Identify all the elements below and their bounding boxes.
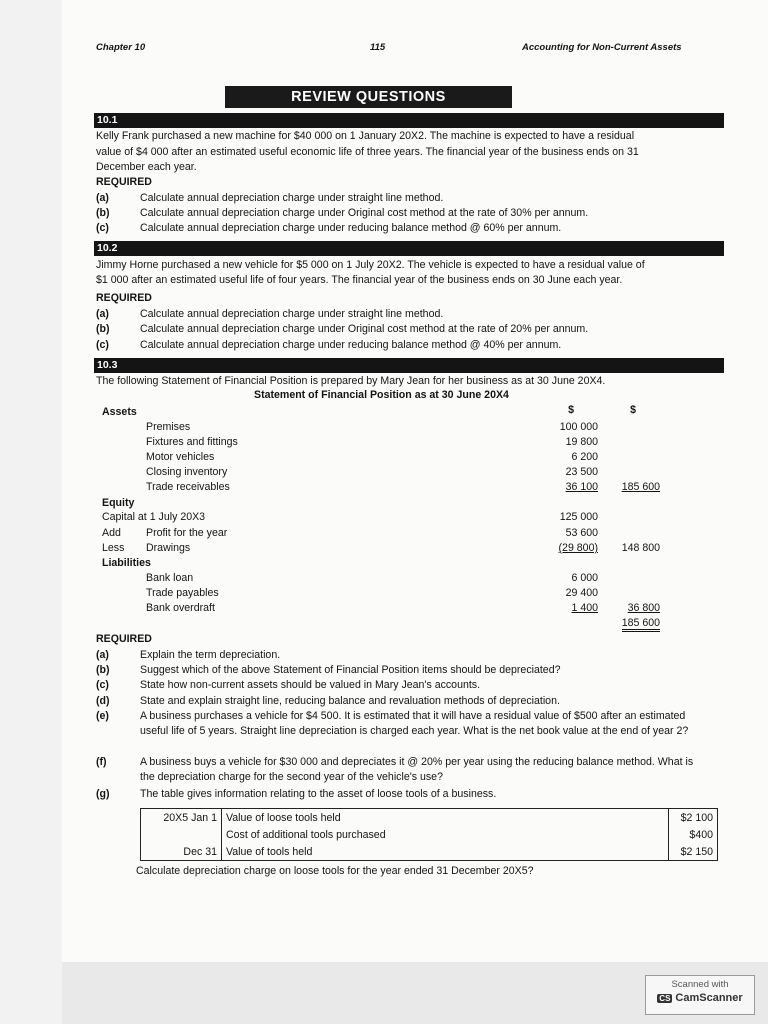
sfp-profit-name: Profit for the year — [146, 527, 228, 539]
sfp-asset-amount: 6 200 — [571, 451, 598, 463]
table-cell-description: Value of loose tools held — [222, 809, 669, 827]
camscanner-watermark — [645, 975, 755, 1015]
watermark-brand — [646, 992, 754, 1004]
q3-final-question: Calculate depreciation charge on loose tools for the year ended 31 December 20X5? — [136, 865, 534, 877]
review-questions-banner: REVIEW QUESTIONS — [225, 86, 512, 108]
q1-line-2: value of $4 000 after an estimated useful economic life of three years. The financial year of the business ends on 31 — [96, 146, 639, 158]
running-title: Accounting for Non-Current Assets — [522, 42, 682, 53]
q1-item-c-text: Calculate annual depreciation charge under reducing balance method @ 60% per annum. — [140, 222, 562, 234]
q3-item-b-label: (b) — [96, 664, 110, 676]
table-cell-description: Value of tools held — [222, 843, 669, 861]
q3-item-a — [96, 648, 706, 663]
q1-item-b-label: (b) — [96, 207, 110, 219]
q2-item-c-label: (c) — [96, 339, 109, 351]
table-row — [141, 809, 718, 827]
table-cell-description: Cost of additional tools purchased — [222, 826, 669, 843]
camscanner-logo-icon: CS — [659, 994, 671, 1003]
q2-item-b — [96, 322, 706, 337]
q1-item-b — [96, 206, 706, 221]
table-cell-amount: $2 150 — [669, 843, 718, 861]
sfp-capital-name: Capital at 1 July 20X3 — [102, 511, 206, 523]
q2-line-2: $1 000 after an estimated useful life of four years. The financial year of the business ends on 30 June each year. — [96, 274, 623, 286]
sfp-capital-amount: 125 000 — [559, 511, 598, 523]
watermark-brand-name: CamScanner — [675, 992, 743, 1004]
q1-item-b-text: Calculate annual depreciation charge under Original cost method at the rate of 30% per annum. — [140, 207, 589, 219]
q3-item-e — [96, 709, 696, 739]
sfp-profit-amount: 53 600 — [565, 527, 598, 539]
sfp-asset-name: Motor vehicles — [146, 451, 215, 463]
q1-item-a-label: (a) — [96, 192, 109, 204]
q1-item-c — [96, 221, 706, 236]
table-cell-date: 20X5 Jan 1 — [141, 809, 222, 827]
q3-item-e-text: A business purchases a vehicle for $4 500. It is estimated that it will have a residual value of $500 after an estimated useful life of 5 years. Straight line depreciation is charged each year. What is the net book value at the end of year 2? — [140, 710, 689, 737]
q3-item-c-text: State how non-current assets should be valued in Mary Jean's accounts. — [140, 679, 481, 691]
sfp-less-label: Less — [102, 542, 125, 554]
sfp-asset-amount: 19 800 — [565, 436, 598, 448]
sfp-liability-name: Bank overdraft — [146, 602, 215, 614]
loose-tools-table — [140, 808, 718, 861]
q2-item-b-text: Calculate annual depreciation charge under Original cost method at the rate of 20% per annum. — [140, 323, 589, 335]
q2-item-a-label: (a) — [96, 308, 109, 320]
q3-item-b-text: Suggest which of the above Statement of Financial Position items should be depreciated? — [140, 664, 561, 676]
question-10-2-bar: 10.2 — [94, 241, 724, 256]
q3-required: REQUIRED — [96, 633, 152, 645]
sfp-liabilities-label: Liabilities — [102, 557, 151, 569]
q3-item-f — [96, 755, 696, 785]
table-cell-amount: $400 — [669, 826, 718, 843]
sfp-drawings-name: Drawings — [146, 542, 191, 554]
sfp-currency-col2: $ — [630, 404, 636, 416]
q2-line-1: Jimmy Horne purchased a new vehicle for $5 000 on 1 July 20X2. The vehicle is expected to have a residual value of — [96, 259, 645, 271]
sfp-asset-amount: 36 100 — [565, 481, 598, 493]
q2-item-c-text: Calculate annual depreciation charge under reducing balance method @ 40% per annum. — [140, 339, 562, 351]
sfp-asset-name: Premises — [146, 421, 191, 433]
q2-item-a-text: Calculate annual depreciation charge under straight line method. — [140, 308, 444, 320]
question-10-1-bar: 10.1 — [94, 113, 724, 128]
sfp-grand-total — [602, 617, 660, 629]
q3-item-d — [96, 694, 706, 709]
q1-item-a-text: Calculate annual depreciation charge under straight line method. — [140, 192, 444, 204]
q3-item-g — [96, 787, 706, 802]
q2-item-a — [96, 307, 706, 322]
q3-item-a-text: Explain the term depreciation. — [140, 649, 281, 661]
sfp-liability-name: Trade payables — [146, 587, 219, 599]
q3-intro: The following Statement of Financial Position is prepared by Mary Jean for her business as at 30 June 20X4. — [96, 375, 606, 387]
sfp-title: Statement of Financial Position as at 30 June 20X4 — [254, 389, 509, 401]
watermark-line-1: Scanned with — [671, 979, 729, 990]
q1-required: REQUIRED — [96, 176, 152, 188]
table-cell-date — [141, 826, 222, 843]
q3-item-g-label: (g) — [96, 788, 110, 800]
sfp-liability-name: Bank loan — [146, 572, 194, 584]
q3-item-d-label: (d) — [96, 695, 110, 707]
scan-left-margin — [0, 0, 62, 1024]
q2-required: REQUIRED — [96, 292, 152, 304]
q1-line-3: December each year. — [96, 161, 197, 173]
sfp-drawings-amount: (29 800) — [558, 542, 598, 554]
table-cell-amount: $2 100 — [669, 809, 718, 827]
q1-line-1: Kelly Frank purchased a new machine for $40 000 on 1 January 20X2. The machine is expected to have a residual — [96, 130, 635, 142]
sfp-add-label: Add — [102, 527, 121, 539]
sfp-asset-name: Fixtures and fittings — [146, 436, 238, 448]
q2-item-b-label: (b) — [96, 323, 110, 335]
sfp-assets-total: 185 600 — [621, 481, 660, 493]
table-cell-date: Dec 31 — [141, 843, 222, 861]
q3-item-d-text: State and explain straight line, reducing balance and revaluation methods of depreciation. — [140, 695, 560, 707]
sfp-equity-label: Equity — [102, 497, 135, 509]
sfp-asset-name: Trade receivables — [146, 481, 230, 493]
q3-item-c — [96, 678, 706, 693]
sfp-liability-amount: 1 400 — [571, 602, 598, 614]
q3-item-e-label: (e) — [96, 710, 109, 722]
sfp-equity-total: 148 800 — [621, 542, 660, 554]
sfp-asset-amount: 100 000 — [559, 421, 598, 433]
sfp-liability-amount: 29 400 — [565, 587, 598, 599]
document-page — [62, 0, 768, 962]
sfp-grand-total-value: 185 600 — [622, 617, 660, 632]
q3-item-a-label: (a) — [96, 649, 109, 661]
sfp-liabilities-total: 36 800 — [627, 602, 660, 614]
q1-item-a — [96, 191, 706, 206]
question-10-3-bar: 10.3 — [94, 358, 724, 373]
sfp-liability-amount: 6 000 — [571, 572, 598, 584]
page-number: 115 — [370, 42, 386, 53]
q3-item-f-text: A business buys a vehicle for $30 000 and depreciates it @ 20% per year using the reducing balance method. What is the depreciation charge for the second year of the vehicle's use? — [140, 756, 694, 783]
sfp-currency-col1: $ — [568, 404, 574, 416]
q2-item-c — [96, 338, 706, 353]
q3-item-b — [96, 663, 706, 678]
q3-item-f-label: (f) — [96, 756, 107, 768]
chapter-label: Chapter 10 — [96, 42, 146, 53]
sfp-asset-amount: 23 500 — [565, 466, 598, 478]
sfp-assets-label: Assets — [102, 406, 137, 418]
sfp-asset-name: Closing inventory — [146, 466, 228, 478]
table-row — [141, 843, 718, 861]
q3-item-c-label: (c) — [96, 679, 109, 691]
q1-item-c-label: (c) — [96, 222, 109, 234]
q3-item-g-text: The table gives information relating to the asset of loose tools of a business. — [140, 788, 497, 800]
table-row — [141, 826, 718, 843]
